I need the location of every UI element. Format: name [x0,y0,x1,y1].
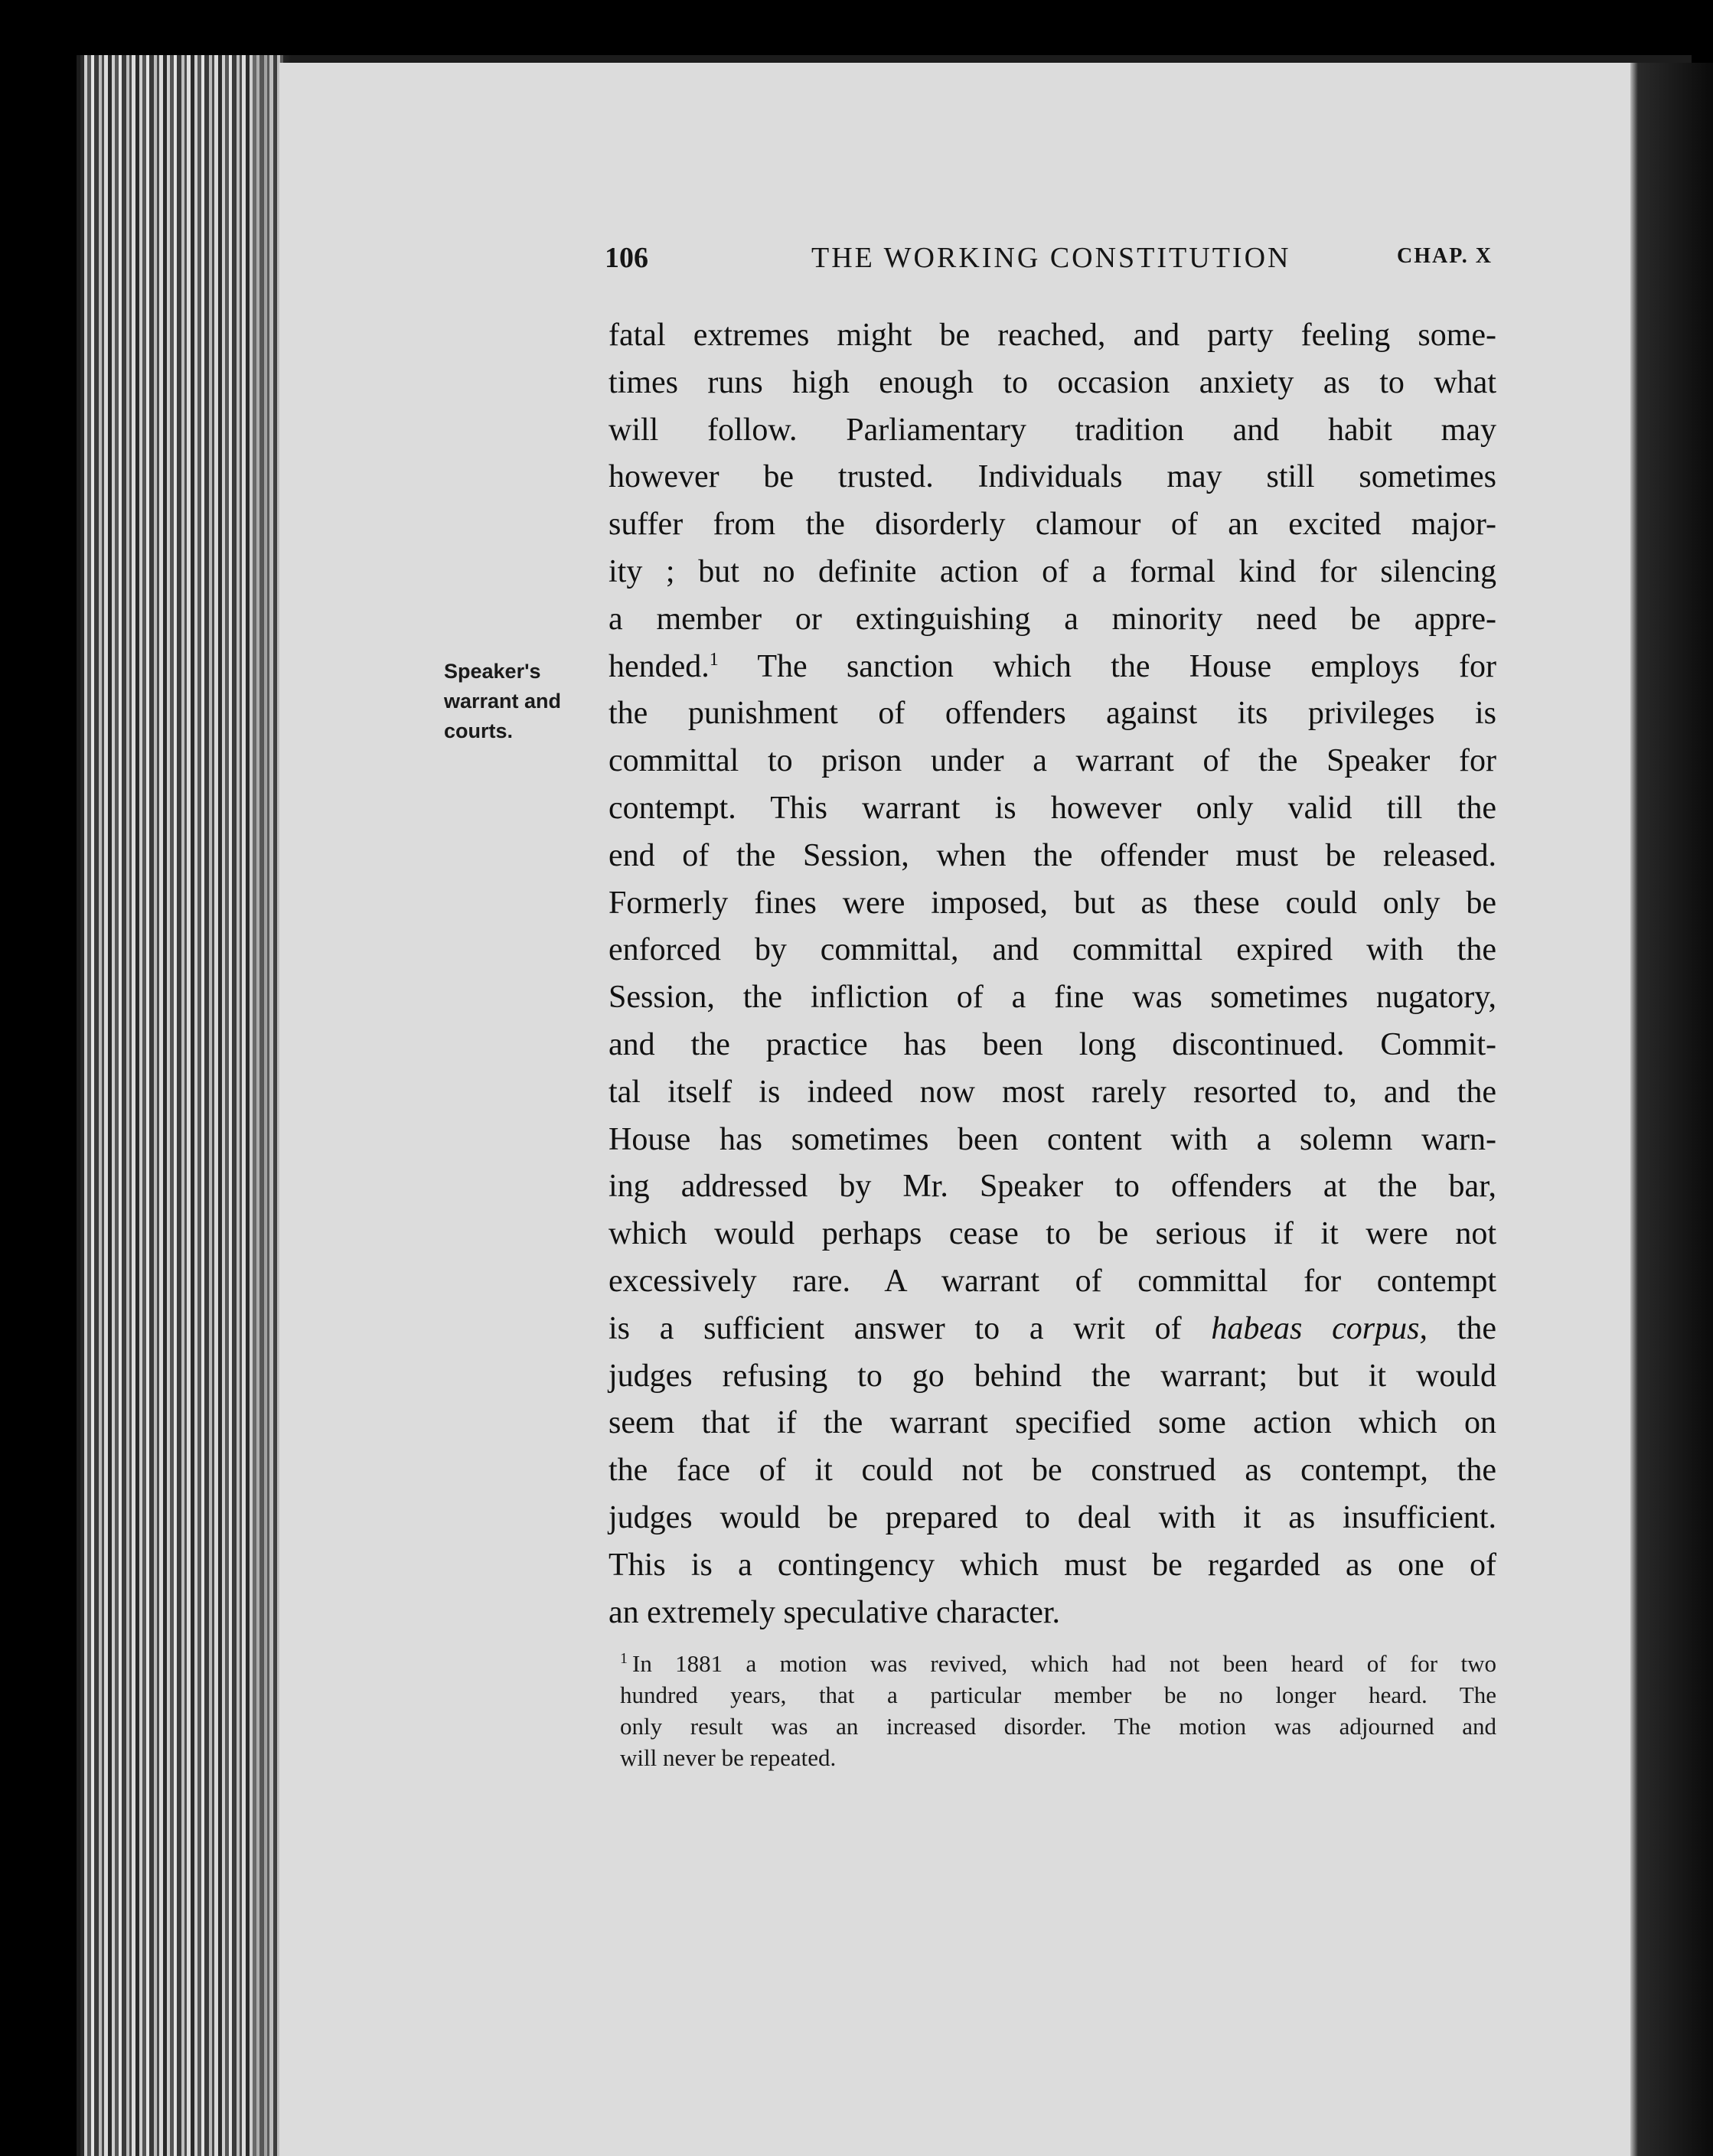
margin-note-line: warrant and [444,690,562,713]
text-line: judges would be prepared to deal with it as insufficient. [609,1499,1496,1535]
footnote-reference: 1 [709,649,719,670]
page-number: 106 [605,242,648,274]
text-line: contempt. This warrant is however only valid till the [609,790,1496,826]
text-line: which would perhaps cease to be serious if it were not [609,1216,1496,1252]
running-title: THE WORKING CONSTITUTION [811,242,1291,274]
text-line: end of the Session, when the offender must be released. [609,837,1496,873]
footnote-text: In 1881 a motion was revived, which had not been heard of for two [632,1650,1496,1677]
text-line: Session, the infliction of a fine was sometimes nugatory, [609,980,1496,1016]
text-line: judges refusing to go behind the warrant; but it would [609,1358,1496,1394]
footnote-marker: 1 [620,1649,628,1667]
text-line: the face of it could not be construed as contempt, the [609,1453,1496,1489]
text-segment: the [1457,1310,1497,1346]
chapter-label: CHAP. X [1397,244,1493,268]
footnote-line: will never be repeated. [620,1744,837,1771]
text-line: and the practice has been long discontinued. Commit- [609,1026,1496,1062]
footnote [620,1648,1496,1773]
facing-page-edge [1630,63,1713,2156]
text-line: however be trusted. Individuals may still sometimes [609,459,1496,495]
text-line: times runs high enough to occasion anxiety as to what [609,364,1496,400]
text-segment: is a sufficient answer to a writ of [609,1310,1182,1346]
running-head [605,241,1493,279]
footnote-line: only result was an increased disorder. The motion was adjourned and [620,1713,1496,1740]
text-line: excessively rare. A warrant of committal for contempt [609,1263,1496,1299]
text-line: seem that if the warrant specified some action which on [609,1405,1496,1441]
footnote-line [620,1648,1496,1679]
text-line: an extremely speculative character. [609,1594,1061,1630]
text-line: ing addressed by Mr. Speaker to offenders at the bar, [609,1169,1496,1205]
margin-note-line: courts. [444,719,514,742]
text-line [609,1306,1496,1353]
text-line: Formerly fines were imposed, but as these could only be [609,885,1496,921]
text-line: committal to prison under a warrant of the Speaker for [609,743,1496,779]
text-line: House has sometimes been content with a solemn warn- [609,1121,1496,1157]
text-line: fatal extremes might be reached, and party feeling some- [609,318,1496,353]
text-line: will follow. Parliamentary tradition and habit may [609,412,1496,448]
text-line [609,644,1496,691]
body-text [609,312,1496,1636]
text-line: tal itself is indeed now most rarely resorted to, and the [609,1074,1496,1110]
text-segment: The sanction which the House employs for [757,648,1496,684]
italic-text: habeas corpus, [1211,1310,1428,1346]
text-line: This is a contingency which must be regarded as one of [609,1547,1496,1583]
text-segment: hended. [609,648,710,684]
text-line: suffer from the disorderly clamour of an excited major- [609,507,1496,543]
footnote-line: hundred years, that a particular member be no longer heard. The [620,1681,1496,1708]
text-line: enforced by committal, and committal expired with the [609,932,1496,968]
margin-note-line: Speaker's [444,660,541,683]
text-line: a member or extinguishing a minority need be appre- [609,601,1496,637]
text-line: ity ; but no definite action of a formal kind for silencing [609,553,1496,589]
margin-note [444,657,601,746]
text-line: the punishment of offenders against its privileges is [609,696,1496,732]
